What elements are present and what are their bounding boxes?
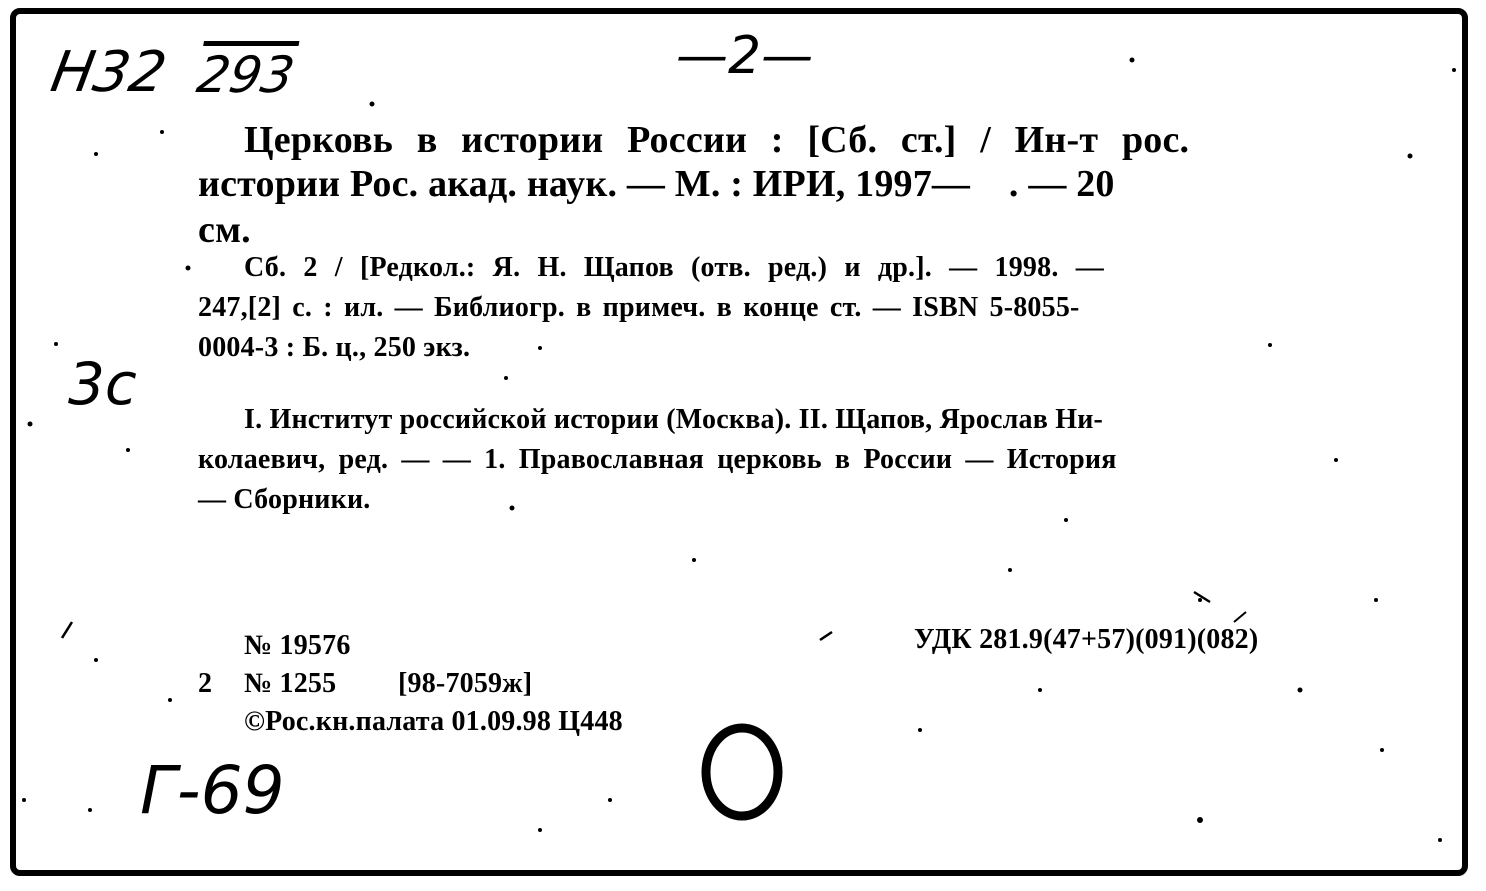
tracing-line-2: колаевич, ред. — — 1. Православная церковь в России — История: [198, 444, 1117, 475]
copyright-line: ©Рос.кн.палата 01.09.98 Ц448: [244, 706, 623, 737]
udk-code: УДК 281.9(47+57)(091)(082): [914, 624, 1259, 655]
tracing-line-1: I. Институт российской истории (Москва). II. Щапов, Ярослав Ни-: [244, 404, 1104, 435]
page-mark: —2—: [676, 26, 814, 86]
collection-code: 3с: [68, 350, 137, 418]
tracing-line-3: — Сборники.: [198, 484, 371, 515]
shelf-mark-number: 293: [192, 46, 299, 104]
second-number: № 1255: [244, 668, 337, 699]
title-line-2: истории Рос. акад. наук. — М. : ИРИ, 1997— . — 20: [198, 163, 1115, 205]
record-number: № 19576: [244, 630, 351, 661]
title-line-1: Церковь в истории России : [Сб. ст.] / Ин-т рос.: [244, 119, 1190, 161]
shelf-mark-prefix: Н32: [46, 40, 172, 105]
title-line-3: см.: [198, 209, 251, 251]
second-number-prefix: 2: [198, 668, 213, 699]
author-mark: Г-69: [140, 752, 285, 829]
volume-line-1: Сб. 2 / [Редкол.: Я. Н. Щапов (отв. ред.) и др.]. — 1998. —: [244, 252, 1104, 283]
volume-line-3: 0004-3 : Б. ц., 250 экз.: [198, 332, 471, 363]
volume-line-2: 247,[2] с. : ил. — Библиогр. в примеч. в конце ст. — ISBN 5-8055-: [198, 292, 1080, 323]
punch-hole-icon: [706, 728, 778, 816]
order-code: [98-7059ж]: [398, 668, 533, 699]
